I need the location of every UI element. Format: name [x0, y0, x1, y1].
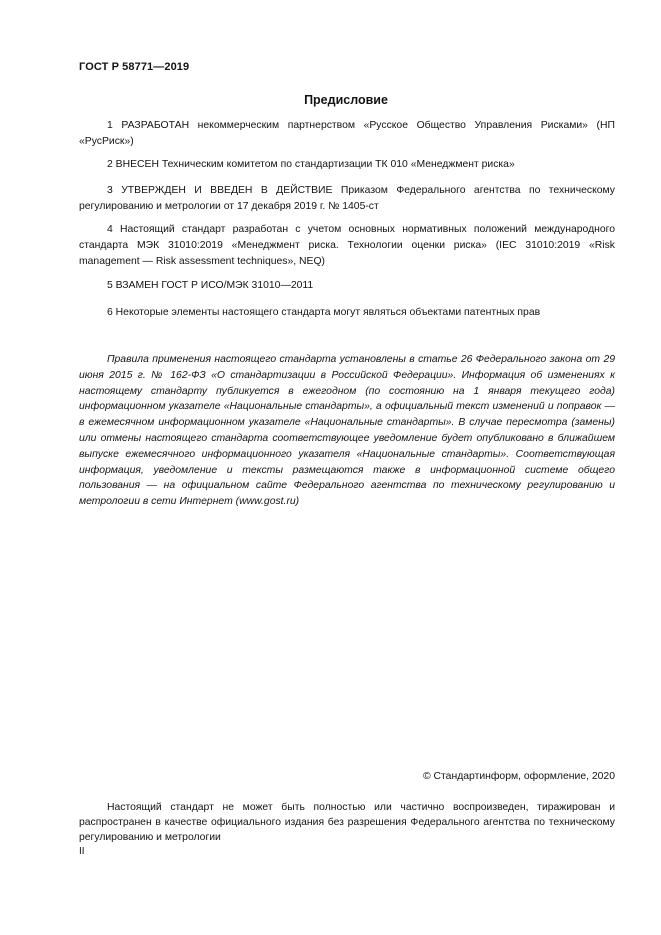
foreword-item-1: 1 РАЗРАБОТАН некоммерческим партнерством «Русское Общество Управления Рисками» (НП «РусРиск»): [79, 120, 615, 147]
foreword-item-4: 4 Настоящий стандарт разработан с учетом основных нормативных положений международного стандарта МЭК 31010:2019 «Менеджмент риска. Технологии оценки риска» (IEC 31010:2019 «Risk management — Risk assessment techniques», NEQ): [79, 224, 615, 267]
foreword-title: Предисловие: [304, 93, 388, 107]
page-number: II: [79, 846, 85, 857]
foreword-item-5: 5 ВЗАМЕН ГОСТ Р ИСО/МЭК 31010—2011: [107, 280, 314, 291]
foreword-item-2: 2 ВНЕСЕН Техническим комитетом по стандартизации ТК 010 «Менеджмент риска»: [107, 159, 515, 170]
foreword-item-6: 6 Некоторые элементы настоящего стандарта могут являться объектами патентных прав: [107, 307, 541, 318]
copyright-line: © Стандартинформ, оформление, 2020: [422, 771, 615, 782]
standard-application-notice: Правила применения настоящего стандарта установлены в статье 26 Федерального закона от 29 июня 2015 г. № 162-ФЗ «О стандартизации в Российской Федерации». Информация об изменениях к настоящему стандарту публикуется в ежегодном (по состоянию на 1 января текущего года) информационном указателе «Национальные стандарты», а официальный текст изменений и поправок — в ежемесячном информационном указателе «Национальные стандарты». В случае пересмотра (замены) или отмены настоящего стандарта соответствующее уведомление будет опубликовано в ближайшем выпуске ежемесячного информационного указателя «Национальные стандарты». Соответствующая информация, уведомление и тексты размещаются также в информационной системе общего пользования — на официальном сайте Федерального агентства по техническому регулированию и метрологии в сети Интернет (www.gost.ru): [79, 354, 615, 508]
doc-code: ГОСТ Р 58771—2019: [79, 61, 190, 73]
foreword-item-3: 3 УТВЕРЖДЕН И ВВЕДЕН В ДЕЙСТВИЕ Приказом Федерального агентства по техническому регулированию и метрологии от 17 декабря 2019 г. № 1405-ст: [79, 185, 615, 212]
reproduction-rights-note: Настоящий стандарт не может быть полностью или частично воспроизведен, тиражирован и распространен в качестве официального издания без разрешения Федерального агентства по техническому регулированию и метрологии: [79, 802, 615, 843]
